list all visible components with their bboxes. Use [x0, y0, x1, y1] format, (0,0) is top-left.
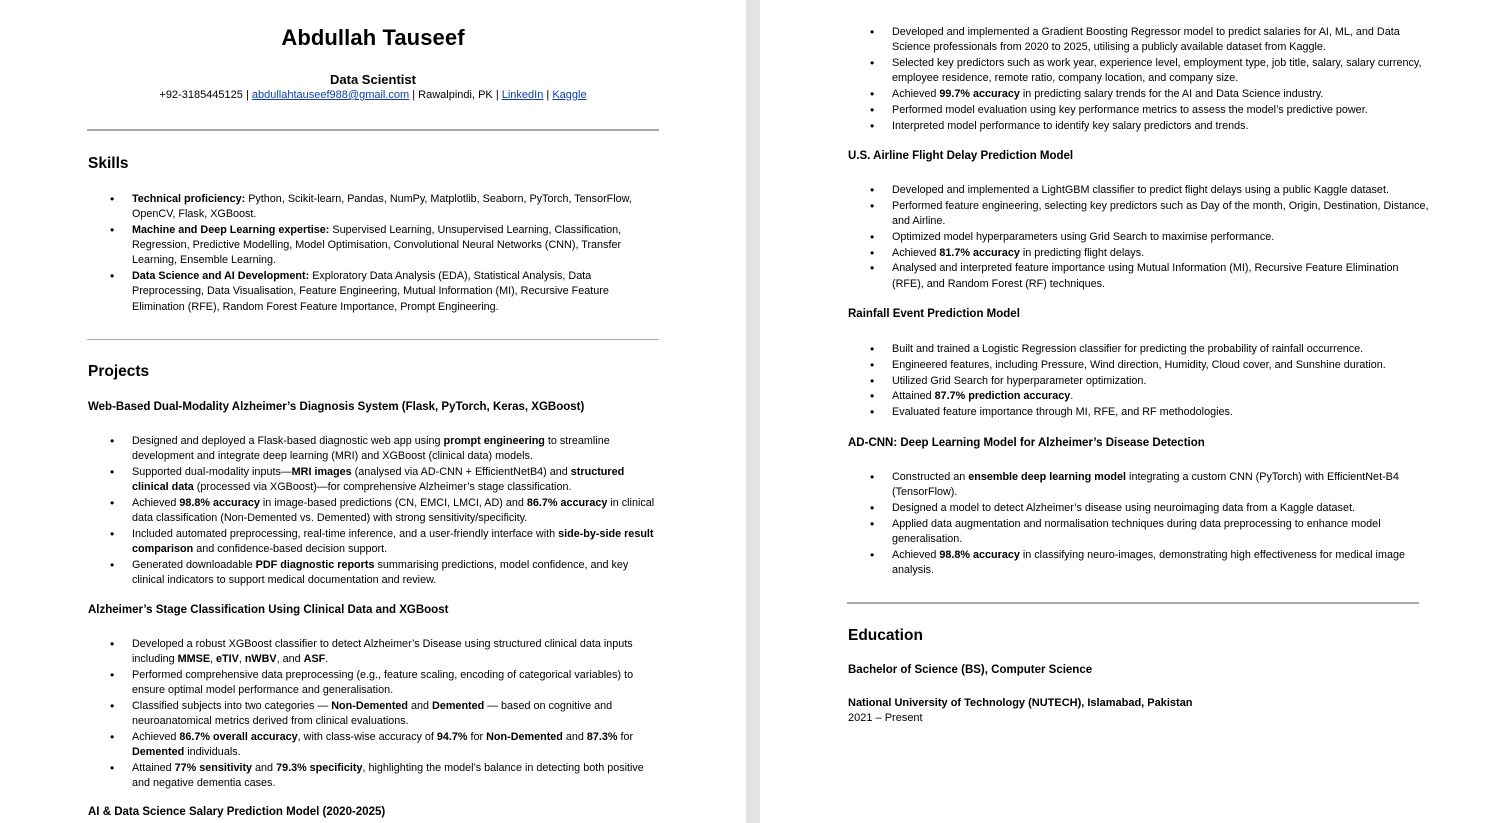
list-item: • Data Science and AI Development: Exploratory Data Analysis (EDA), Statistical Analysis, Data Preprocessing, Data Visualisation, Feature Engineering, Mutual Information (MI), Recursive Feature Elimination (RFE), Random Forest Feature Importance, Prompt Engineering. [88, 269, 658, 315]
project-bullets [848, 470, 1430, 579]
list-item: • Performed comprehensive data preprocessing (e.g., feature scaling, encoding of categorical variables) to ensure optimal model performance and generalisation. [88, 668, 660, 698]
project-bullets [88, 434, 660, 589]
contact-line [0, 89, 746, 101]
list-item: • Attained 77% sensitivity and 79.3% specificity, highlighting the model’s balance in detecting both positive and negative dementia cases. [88, 761, 660, 791]
list-item: • Achieved 98.8% accuracy in classifying neuro-images, demonstrating high effectiveness for medical image analysis. [848, 548, 1430, 578]
skills-heading: Skills [88, 155, 129, 172]
project-title: Rainfall Event Prediction Model [848, 308, 1020, 320]
list-item: • Evaluated feature importance through MI, RFE, and RF methodologies. [848, 405, 1430, 420]
divider [87, 339, 659, 340]
candidate-role: Data Scientist [330, 72, 416, 87]
project-bullets [848, 342, 1430, 421]
list-item: • Constructed an ensemble deep learning model integrating a custom CNN (PyTorch) with EfficientNet-B4 (TensorFlow). [848, 470, 1430, 500]
list-item: • Utilized Grid Search for hyperparameter optimization. [848, 374, 1430, 389]
list-item: • Achieved 99.7% accuracy in predicting salary trends for the AI and Data Science industry. [848, 87, 1430, 102]
projects-heading: Projects [88, 363, 150, 380]
list-item: • Designed and deployed a Flask-based diagnostic web app using prompt engineering to streamline development and integrate deep learning (MRI) and XGBoost (clinical data) models. [88, 434, 660, 464]
list-item: • Optimized model hyperparameters using Grid Search to maximise performance. [848, 230, 1430, 245]
list-item: • Machine and Deep Learning expertise: Supervised Learning, Unsupervised Learning, Classification, Regression, Predictive Modelling, Model Optimisation, Convolutional Neural Networks (CNN), Transfer Learning, Ensemble Learning. [88, 223, 658, 269]
list-item: • Classified subjects into two categories — Non-Demented and Demented — based on cognitive and neuroanatomical metrics derived from clinical evaluations. [88, 699, 660, 729]
university-name: National University of Technology (NUTECH), Islamabad, Pakistan [848, 697, 1193, 709]
skills-list [88, 192, 658, 315]
phone-number: +92-3185445125 [159, 89, 243, 101]
list-item: • Technical proficiency: Python, Scikit-learn, Pandas, NumPy, Matplotlib, Seaborn, PyTorch, TensorFlow, OpenCV, Flask, XGBoost. [88, 192, 658, 222]
project-bullets [848, 183, 1430, 292]
education-heading: Education [848, 627, 923, 644]
list-item: • Generated downloadable PDF diagnostic reports summarising predictions, model confidence, and key clinical indicators to support medical documentation and review. [88, 558, 660, 588]
resume-page-1 [0, 0, 746, 823]
list-item: • Interpreted model performance to identify key salary predictors and trends. [848, 119, 1430, 134]
project-title: AI & Data Science Salary Prediction Model (2020-2025) [88, 806, 386, 818]
list-item: • Applied data augmentation and normalisation techniques during data preprocessing to enhance model generalisation. [848, 517, 1430, 547]
divider [847, 602, 1419, 604]
list-item: • Selected key predictors such as work year, experience level, employment type, job title, salary, salary currency, employee residence, remote ratio, company location, and company size. [848, 56, 1430, 86]
separator: | [242, 89, 252, 101]
list-item: • Designed a model to detect Alzheimer’s disease using neuroimaging data from a Kaggle dataset. [848, 501, 1430, 516]
education-years: 2021 – Present [848, 712, 923, 724]
list-item: • Performed feature engineering, selecting key predictors such as Day of the month, Origin, Destination, Distance, and Airline. [848, 199, 1430, 229]
list-item: • Engineered features, including Pressure, Wind direction, Humidity, Cloud cover, and Sunshine duration. [848, 358, 1430, 373]
list-item: • Analysed and interpreted feature importance using Mutual Information (MI), Recursive Feature Elimination (RFE), and Random Forest (RF) techniques. [848, 261, 1430, 291]
list-item: • Included automated preprocessing, real-time inference, and a user-friendly interface with side-by-side result comparison and confidence-based decision support. [88, 527, 660, 557]
kaggle-link[interactable]: Kaggle [552, 89, 587, 101]
project-title: U.S. Airline Flight Delay Prediction Model [848, 150, 1074, 162]
divider [87, 129, 659, 131]
project-bullets [848, 25, 1430, 134]
linkedin-link[interactable]: LinkedIn [501, 89, 544, 101]
project-bullets [88, 637, 660, 792]
list-item: • Achieved 86.7% overall accuracy, with class-wise accuracy of 94.7% for Non-Demented and 87.3% for Demented individuals. [88, 730, 660, 760]
page-gutter [746, 0, 760, 823]
list-item: • Attained 87.7% prediction accuracy. [848, 389, 1430, 404]
location-text: | Rawalpindi, PK | [409, 89, 502, 101]
list-item: • Built and trained a Logistic Regression classifier for predicting the probability of rainfall occurrence. [848, 342, 1430, 357]
list-item: • Achieved 81.7% accuracy in predicting flight delays. [848, 246, 1430, 261]
list-item: • Developed and implemented a LightGBM classifier to predict flight delays using a public Kaggle dataset. [848, 183, 1430, 198]
candidate-name: Abdullah Tauseef [281, 25, 465, 50]
list-item: • Supported dual-modality inputs—MRI images (analysed via AD-CNN + EfficientNetB4) and structured clinical data (processed via XGBoost)—for comprehensive Alzheimer’s stage classification. [88, 465, 660, 495]
degree-title: Bachelor of Science (BS), Computer Science [848, 664, 1093, 676]
list-item: • Developed a robust XGBoost classifier to detect Alzheimer’s Disease using structured clinical data inputs including MMSE, eTIV, nWBV, and ASF. [88, 637, 660, 667]
email-link[interactable]: abdullahtauseef988@gmail.com [251, 89, 410, 101]
project-title: Web-Based Dual-Modality Alzheimer’s Diagnosis System (Flask, PyTorch, Keras, XGBoost) [88, 401, 585, 413]
resume-page-2 [760, 0, 1501, 823]
list-item: • Achieved 98.8% accuracy in image-based predictions (CN, EMCI, LMCI, AD) and 86.7% accuracy in clinical data classification (Non-Demented vs. Demented) with strong sensitivity/specificity. [88, 496, 660, 526]
separator: | [543, 89, 553, 101]
list-item: • Performed model evaluation using key performance metrics to assess the model’s predictive power. [848, 103, 1430, 118]
list-item: • Developed and implemented a Gradient Boosting Regressor model to predict salaries for AI, ML, and Data Science professionals from 2020 to 2025, utilising a publicly available dataset from Kaggle. [848, 25, 1430, 55]
project-title: AD-CNN: Deep Learning Model for Alzheimer’s Disease Detection [848, 437, 1205, 449]
project-title: Alzheimer’s Stage Classification Using Clinical Data and XGBoost [88, 604, 449, 616]
